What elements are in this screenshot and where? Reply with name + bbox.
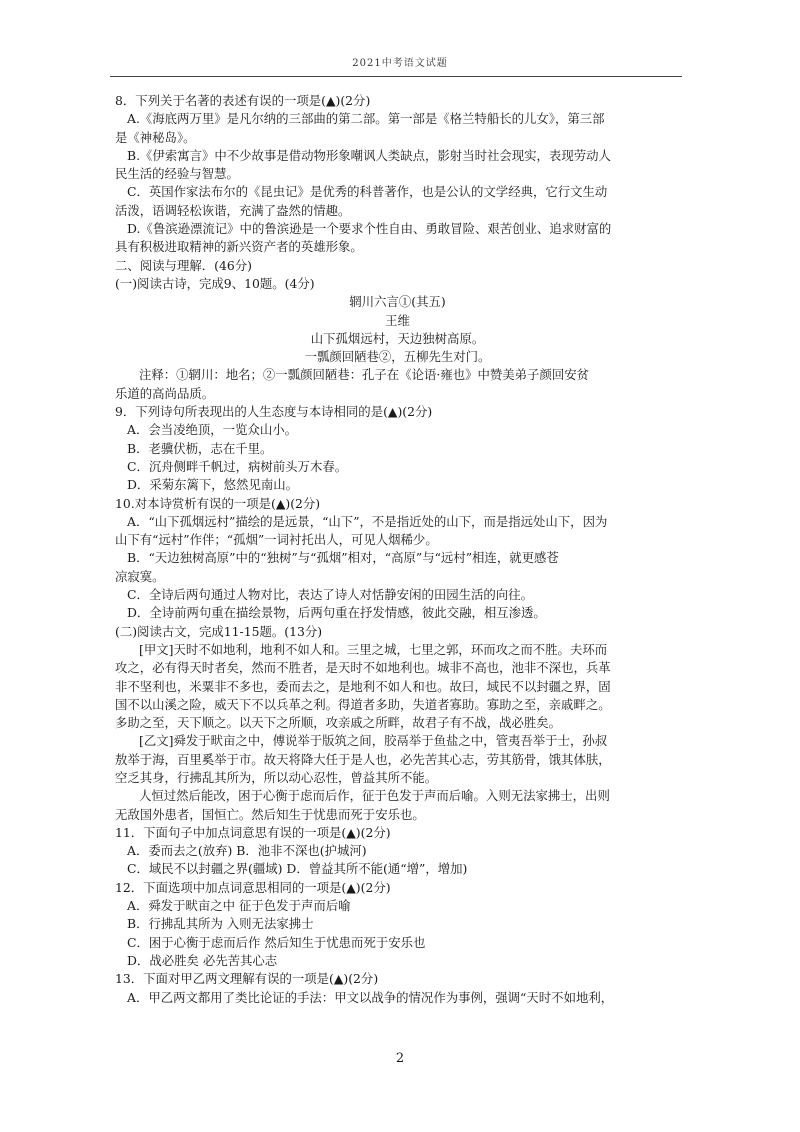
text-line: 辋川六言①(其五) (349, 294, 446, 310)
text-line: 山下有“远村”作伴；“孤烟”一词衬托出人，可见人烟稀少。 (115, 532, 438, 548)
text-line: D．采菊东篱下，悠然见南山。 (127, 477, 299, 493)
header-rule (110, 76, 682, 77)
text-line: (二)阅读古文，完成11-15题。(13分) (115, 623, 323, 639)
text-line: 敖举于海，百里奚举于市。故天将降大任于是人也，必先苦其心志，劳其筋骨，饿其体肤， (115, 751, 611, 767)
text-line: D．全诗前两句重在描绘景物，后两句重在抒发情感，彼此交融，相互渗透。 (127, 605, 546, 621)
text-line: 攻之，必有得天时者矣，然而不胜者，是天时不如地利也。城非不高也，池非不深也，兵革 (115, 660, 611, 676)
text-line: D.《鲁滨逊漂流记》中的鲁滨逊是一个要求个性自由、勇敢冒险、艰苦创业、追求财富的 (127, 221, 612, 237)
text-line: A．舜发于畎亩之中 征于色发于声而后喻 (127, 898, 351, 914)
text-line: A．委而去之(放弃) B．池非不深也(护城河) (127, 843, 367, 859)
text-line: 13．下面对甲乙两文理解有误的一项是(▲)(2分) (115, 971, 379, 987)
text-line: 乐道的高尚品质。 (115, 385, 215, 401)
text-line: [甲文]天时不如地利，地利不如人和。三里之城，七里之郭，环而攻之而不胜。夫环而 (139, 641, 608, 657)
text-line: B．“天边独树高原”中的“独树”与“孤烟”相对，“高原”与“远村”相连，就更感苍 (127, 550, 559, 566)
text-line: D．战必胜矣 必先苦其心志 (127, 952, 278, 968)
text-line: 王维 (385, 312, 410, 328)
text-line: C．域民不以封疆之界(疆域) D．曾益其所不能(通“增”，增加) (127, 861, 468, 877)
text-line: B．行拂乱其所为 入则无法家拂士 (127, 916, 314, 932)
text-line: A．甲乙两文都用了类比论证的手法：甲文以战争的情况作为事例，强调“天时不如地利， (127, 989, 614, 1005)
text-line: 是《神秘岛》。 (115, 129, 196, 145)
text-line: B.《伊索寓言》中不少故事是借动物形象嘲讽人类缺点，影射当时社会现实，表现劳动人 (127, 147, 611, 163)
text-line: 非不坚利也，米粟非不多也，委而去之，是地利不如人和也。故曰，域民不以封疆之界，固 (115, 678, 611, 694)
text-line: C．困于心衡于虑而后作 然后知生于忧患而死于安乐也 (127, 934, 426, 950)
text-line: A．会当凌绝顶，一览众山小。 (127, 422, 298, 438)
text-line: (一)阅读古诗，完成9、10题。(4分) (115, 275, 315, 291)
text-line: 10.对本诗赏析有误的一项是(▲)(2分) (115, 495, 321, 511)
text-line: 山下孤烟远村，天边独树高原。 (310, 330, 485, 346)
text-line: 11．下面句子中加点词意思有误的一项是(▲)(2分) (115, 824, 391, 840)
text-line: C．英国作家法布尔的《昆虫记》是优秀的科普著作，也是公认的文学经典，它行文生动 (127, 184, 608, 200)
page-number: 2 (395, 1051, 405, 1066)
text-line: 人恒过然后能改，困于心衡于虑而后作，征于色发于声而后喻。入则无法家拂士，出则 (139, 788, 610, 804)
text-line: 民生活的经验与智慧。 (115, 166, 239, 182)
page-header-title: 2021中考语文试题 (352, 58, 448, 69)
text-line: A．“山下孤烟远村”描绘的是远景，“山下”，不是指近处的山下，而是指远处山下，因为 (127, 513, 608, 529)
text-line: 12．下面选项中加点词意思相同的一项是(▲)(2分) (115, 879, 391, 895)
exam-content (115, 92, 680, 1007)
text-line: [乙文]舜发于畎亩之中，傅说举于版筑之间，胶鬲举于鱼盐之中，管夷吾举于士，孙叔 (139, 733, 608, 749)
text-line: 国不以山溪之险，威天下不以兵革之利。得道者多助，失道者寡助。寡助之至，亲戚畔之。 (115, 696, 611, 712)
text-line: 二、阅读与理解．(46分) (115, 257, 252, 273)
text-line: 空乏其身，行拂乱其所为，所以动心忍性，曾益其所不能。 (115, 769, 438, 785)
text-line: 多助之至，天下顺之。以天下之所顺，攻亲戚之所畔，故君子有不战，战必胜矣。 (115, 715, 562, 731)
text-line: 无敌国外患者，国恒亡。然后知生于忧患而死于安乐也。 (115, 806, 425, 822)
text-line: A.《海底两万里》是凡尔纳的三部曲的第二部。第一部是《格兰特船长的儿女》，第三部 (127, 111, 605, 127)
text-line: 8．下列关于名著的表述有误的一项是(▲)(2分) (115, 93, 371, 108)
text-line: 9．下列诗句所表现出的人生态度与本诗相同的是(▲)(2分) (115, 404, 433, 420)
text-line: 活泼，语调轻松诙谐，充满了盎然的情趣。 (115, 202, 351, 218)
text-line: 一瓢颜回陋巷②，五柳先生对门。 (304, 349, 491, 365)
text-line: C．沉舟侧畔千帆过，病树前头万木春。 (127, 458, 348, 474)
text-line: 凉寂寞。 (115, 568, 165, 584)
text-line: 具有积极进取精神的新兴资产者的英雄形象。 (115, 239, 363, 255)
text-line: 注释：①辋川：地名；②一瓢颜回陋巷：孔子在《论语·雍也》中赞美弟子颜回安贫 (139, 367, 590, 383)
text-line: B．老骥伏枥，志在千里。 (127, 440, 273, 456)
text-line: C．全诗后两句通过人物对比，表达了诗人对恬静安闲的田园生活的向往。 (127, 587, 533, 603)
